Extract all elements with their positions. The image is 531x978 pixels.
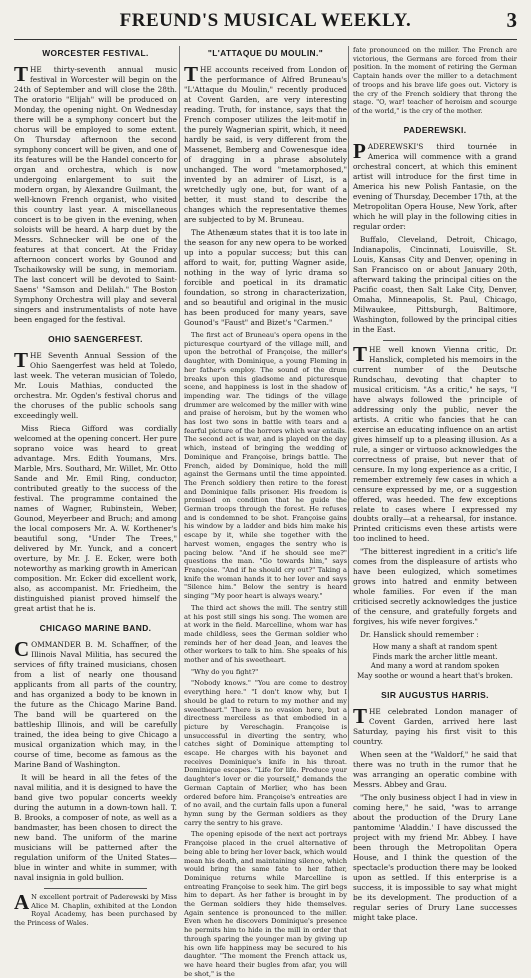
masthead: [0, 0, 531, 46]
article-paragraph: Buffalo, Cleveland, Detroit, Chicago, Indianapolis, Cincinnati, Louisville, St. Louis, Kansas City and Denver, opening in San Francisco on or about January 20th, afterward taking the principal cities on the Pacific coast, then Salt Lake City, Denver, Omaha, Minneapolis, St. Paul, Chicago, Milwaukee, Pittsburgh, Baltimore, Washington, followed by the principal cities in the East.: [353, 234, 517, 334]
article-body: PADEREWSKI'S third tournée in America will commence with a grand orchestral concert, at which this eminent artist will introduce for the first time in America his new Polish Fantasie, on the evening of Thursday, December 17th, at the Metropolitan Opera House, New York, after which he will play in the following cities in regular order:: [353, 139, 517, 231]
synopsis-paragraph: The third act shows the mill. The sentry still at his post still sings his song. The women are at work in the field. Marcelline, whom war has made childless, sees the German soldier who reminds her of her dead Jean, and leaves the other workers to talk to him. She speaks of his mother and of his sweetheart.: [184, 603, 347, 665]
column-divider: [348, 46, 349, 746]
drop-cap: P: [353, 139, 366, 164]
article-heading-ohio: OHIO SAENGERFEST.: [48, 334, 143, 345]
column-1: [14, 46, 177, 928]
drop-cap: T: [353, 341, 368, 366]
column-divider: [179, 46, 180, 746]
article-paragraph: The Athenæum states that it is too late in the season for any new opera to be worked up into a popular success; but this can afford to wait, for, putting Wagner aside, nothing in the way of lyric drama so forcible and poetical in its dramatic foundation, so strong in characterization, and so beautiful and original in the music has been produced for many years, save Gounod's "Faust" and Bizet's "Carmen.": [184, 228, 347, 328]
article-body: COMMANDER B. M. Schaffner, of the Illinois Naval Militia, has secured the services of fifty trained musicians, chosen from a list of nearly one thousand applicants from all parts of the country, and has organized a body to be known in the future as the Chicago Marine Band. The band will be quartered on the battleship Illinois, and will be carefully trained, the idea being to give Chicago a musical organization which may, in the course of time, become as famous as the Marine Band of Washington.: [14, 637, 177, 770]
article-heading-chicago: CHICAGO MARINE BAND.: [39, 623, 152, 634]
synopsis-paragraph: The first act of Bruneau's opera opens in the picturesque courtyard of the village mill, and upon the betrothal of Françoise, the miller's daughter, with Dominique, a young Fleming in her father's employ. The sound of the drum breaks upon this gladsome and picturesque scene, and happiness is lost in the shadow of impending war. The tidings of the village drummer are welcomed by the miller with wine and praise of heroism, but by the women who has lost two sons in battle with tears and a fearful picture of the horrors which war entails. The second act is war, and is played on the day which, instead of bringing the wedding of Dominique and Françoise, brings battle. The French, aided by Dominique, hold the mill against the Germans until the time appointed. The French soldiery then retire to the forest and Dominique falls prisoner. His freedom is promised on condition that he guide the German troops through the forest. He refuses and is condemned to be shot. Françoise gains his window by a ladder and bids him make his escape by it, while she together with the harvest women, engages the sentry who is pacing below. "And if he should see me?" questions the man. "Go towards him," says Françoise. "And if he should cry out?" Taking a knife the woman hands it to her lover and says "Silence him." Below the sentry is heard singing "My poor heart is always weary.": [184, 331, 347, 601]
drop-cap: T: [14, 348, 29, 373]
verse-quote: [353, 643, 517, 681]
drop-cap: T: [353, 704, 368, 729]
article-body: THE thirty-seventh annual music festival in Worcester will begin on the 24th of September and will close the 28th. The oratorio "Elijah" will be produced on Monday, the opening night. On Wednesday there will be a symphony concert but the chorus will be employed to some extent. On Thursday afternoon the second symphony concert will be given, and one of its features will be the Handel concerto for organ and orchestra, which is now undergoing enlargement to suit the modern organ, by Alexandre Guilmant, the well-known French organist, who visited this country last year. A miscellaneous concert is to be given in the evening, when soloists will be heard. A harp duet by the Messrs. Schnecker will be one of the features at that concert. At the Friday afternoon concert works by Gounod and Tschaikowsky will be sung, in memoriam. The last concert will be devoted to Saint-Saens' "Samson and Delilah." The Boston Symphony Orchestra will play and several singers and instrumentalists of note have been engaged for the festival.: [14, 62, 177, 325]
verse-line: And many a word at random spoken: [370, 662, 500, 671]
article-heading-attaque: "L'ATTAQUE DU MOULIN.": [207, 48, 324, 58]
synopsis-paragraph: The opening episode of the next act portrays Françoise placed in the cruel alternative of being able to bring her lover back, which would mean his death, and maintaining silence, which would bring the same fate to her father, Dominique returns while Marcelline is entreating Françoise to seek him. The girl begs him to depart. As her father is brought in by the German soldiers they hide themselves. Again sentence is pronounced to the miller. Even when he discovers Dominique's presence he permits him to hide in the mill in order that through sparing the younger man by giving up his own life happiness may be secured to his daughter. "The moment the French attack us, we have heard their bugles from afar, you will be shot," is the: [184, 830, 347, 978]
drop-cap: T: [184, 62, 199, 87]
verse-line: How many a shaft at random spent: [372, 643, 498, 652]
section-rule: [44, 888, 147, 889]
article-body: THE celebrated London manager of Covent Garden, arrived here last Saturday, paying his first visit to this country.: [353, 704, 517, 747]
column-2: [184, 46, 347, 978]
article-paragraph: When seen at the "Waldorf," he said that there was no truth in the rumor that he was arranging an operatic combine with Messrs. Abbey and Grau.: [353, 750, 517, 790]
synopsis-continuation: fate pronounced on the miller. The French are victorious, the Germans are forced from their position. In the moment of retiring the German Captain hands over the miller to a detachment of troops and his brave life goes out. Victory is the cry of the French soldiery that throng the stage. "O, war! teacher of heroism and scourge of the world," is the cry of the mother.: [353, 46, 517, 115]
article-body: THE well known Vienna critic, Dr. Hanslick, completed his memoirs in the current number of the Deutsche Rundschau, devoting that chapter to musical criticism. "As a critic," he says, "I have always followed the principle of addressing only the public, never the artists. A critic who fancies that he can exercise an educating influence on an artist gives himself up to a pleasing illusion. As a rule, a singer or virtuoso acknowledges the correctness of praise, but never that of censure. In my long experience as a critic, I remember extremely few cases in which a censure expressed by me, or a suggestion offered, was heeded. The few exceptions relate to cases where I expressed my doubts orally—at a rehearsal, for instance. Printed criticisms even these artists were too inclined to heed.: [353, 341, 517, 544]
article-heading-paderewski: PADEREWSKI.: [403, 124, 467, 135]
drop-cap: T: [14, 62, 29, 87]
article-heading-worcester: WORCESTER FESTIVAL.: [42, 48, 149, 58]
synopsis-paragraph: "Nobody knows." "You are come to destroy everything here." "I don't know why, but I should be glad to return to my mother and my sweetheart." There is no evasion here, but a directness merciless as that embodied in a picture by Vereschagin. Françoise is unsuccessful in diverting the sentry, who catches sight of Dominique attempting to escape. He charges with his bayonet and receives Dominique's knife in his throat. Dominique escapes. "Life for life. Produce your daughter's lover or die yourself," demands the German Captain of Merlier, who has been ordered before him. Françoise's entreaties are of no avail, and the curtain falls upon a funeral hymn sung by the German soldiers as they carry the sentry to his grave.: [184, 679, 347, 827]
synopsis-paragraph: "Why do you fight?": [191, 667, 259, 676]
article-body: THE accounts received from London of the performance of Alfred Bruneau's "L'Attaque du Moulin," recently produced at Covent Garden, are very interesting reading. Truth, for instance, says that the French composer utilizes the leit-motif in the purely Wagnerian spirit, which, it need hardly be said, is very different from the Massenet, Bemberg and Cowenesque idea of dragging in a phrase absolutely unchanged. The word "metamorphosed," invented by an admirer of Liszt, is a wretchedly ugly one, but, for want of a better, it must stand to describe the changes which the representative themes are subjected to by M. Bruneau.: [184, 62, 347, 225]
masthead-title: FREUND'S MUSICAL WEEKLY.: [119, 10, 412, 31]
article-paragraph: "The bitterest ingredient in a critic's life comes from the displeasure of artists who have been eulogized, which sometimes grows into hatred and enmity between whole families. For even if the man criticised secretly acknowledges the justice of the censure, and gratefully forgets and forgives, his wife never forgives.": [353, 547, 517, 627]
masthead-rule: [14, 39, 517, 40]
section-rule: [383, 340, 487, 341]
drop-cap: C: [14, 637, 30, 662]
drop-cap: A: [14, 890, 30, 915]
news-note: A N excellent portrait of Paderewski by Miss Alice M. Chaplin, exhibited at the London Royal Academy, has been purchased by the Princess of Wales.: [14, 890, 177, 928]
verse-line: May soothe or wound a heart that's broken.: [357, 671, 513, 680]
article-paragraph: Dr. Hanslick should remember :: [360, 630, 479, 640]
article-paragraph: It will be heard in all the fetes of the naval militia, and it is designed to have the band give two popular concerts weekly during the autumn in a down-town hall. T. B. Brooks, a composer of note, as well as a bandmaster, has been chosen to direct the new band. The uniform of the marine musicians will be patterned after the regulation uniform of the United States—blue in winter and white in summer, with naval insignia in gold bullion.: [14, 773, 177, 883]
article-paragraph: Miss Rieca Gifford was cordially welcomed at the opening concert. Her pure soprano voice was heard to great advantage. Mrs. Edith Youmans, Mrs. Marble, Mrs. Southard, Mr. Willet, Mr. Otto Sande and Mr. Emil Ring, conductor, contributed greatly to the success of the festival. The programme contained the names of Wagner, Rubinstein, Weber, Gounod, Meyerbeer and Bruch; and among the local composers Mr. A. W. Korthener's beautiful song, "Under The Trees," delivered by Mr. Yunck, and a concert overture, by Mr. J. E. Ecker, were both noteworthy as marking growth in American composition. Mr. Ecker did excellent work, also, as accompanist. Mr. Friedheim, the distinguished pianist proved himself the great artist that he is.: [14, 424, 177, 614]
verse-line: Finds mark the archer little meant.: [372, 652, 498, 661]
page-number: 3: [506, 8, 517, 32]
column-3: [353, 46, 517, 923]
article-body: THE Seventh Annual Session of the Ohio Saengerfest was held at Toledo, last week. The veteran musician of Toledo, Mr. Louis Mathias, conducted the orchestra. Mr. Ogden's festival chorus and the choruses of the public schools sang exceedingly well.: [14, 348, 177, 421]
article-paragraph: "The only business object I had in view in coming here," he said, "was to arrange about the production of the Drury Lane pantomime 'Aladdin.' I have discussed the project with my friend Mr. Abbey. I have been through the Metropolitan Opera House, and I think the question of the spectacle's production there may be looked upon as settled. If this enterprise is a success, it is impossible to say what might be its development. The production of a regular series of Drury Lane successes might take place.: [353, 793, 517, 923]
article-heading-harris: SIR AUGUSTUS HARRIS.: [381, 690, 489, 701]
